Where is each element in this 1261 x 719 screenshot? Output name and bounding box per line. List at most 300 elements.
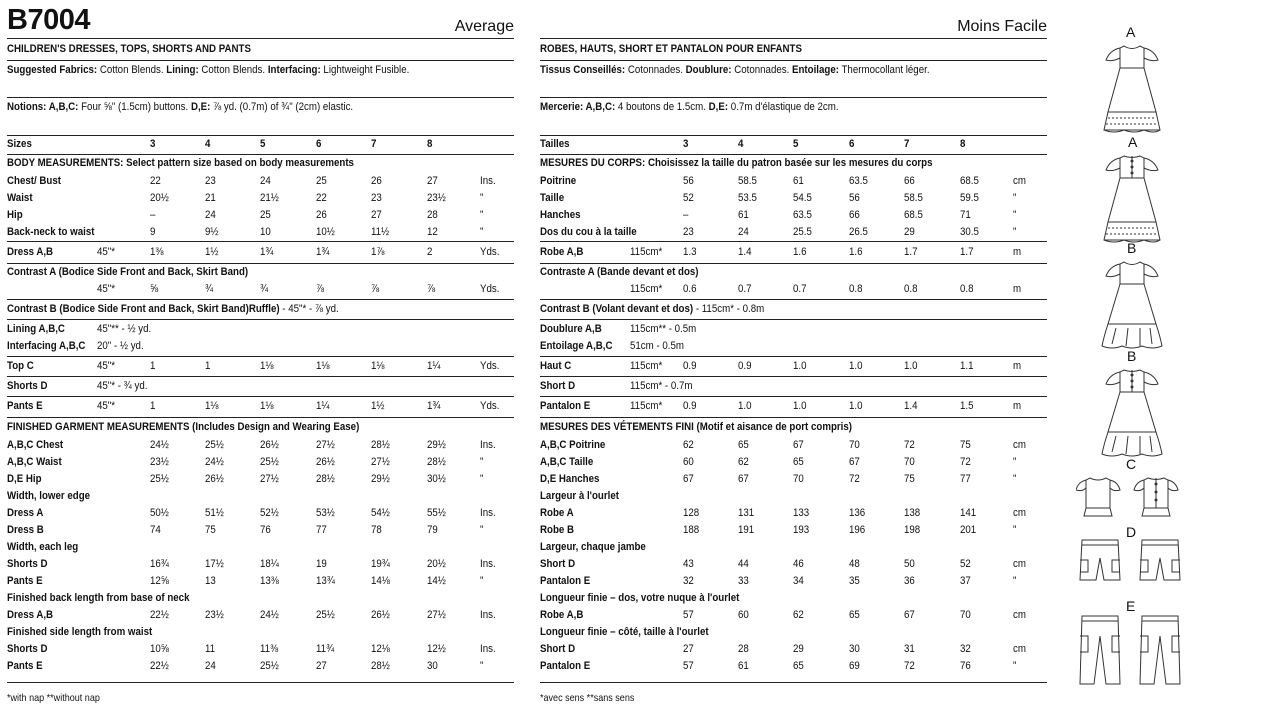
row-value: 11¾ xyxy=(316,643,335,655)
row-value: 23 xyxy=(371,192,382,204)
row-value: 1⅛ xyxy=(260,400,274,412)
row-value: 1½ xyxy=(371,400,385,412)
section-title: ROBES, HAUTS, SHORT ET PANTALON POUR ENFANTS xyxy=(540,43,802,55)
row-value: 53.5 xyxy=(738,192,757,204)
row-value: 12½ xyxy=(427,643,446,655)
dress-b-front-icon xyxy=(1100,258,1164,354)
row-label: Short D xyxy=(540,643,576,655)
row-unit: cm xyxy=(1013,439,1026,451)
row-value: 63.5 xyxy=(849,175,868,187)
lining-label: Lining A,B,C xyxy=(7,323,65,335)
english-column xyxy=(7,0,514,704)
lining-value: 115cm** - 0.5m xyxy=(630,323,697,335)
difficulty-level: Average xyxy=(454,18,514,35)
row-value: 0.7 xyxy=(793,283,807,295)
row-value: 75 xyxy=(904,473,915,485)
row-value: 23½ xyxy=(150,456,169,468)
row-label: Dress A xyxy=(7,507,44,519)
row-value: 196 xyxy=(849,524,866,536)
sizes-label: Tailles xyxy=(540,138,570,150)
contrast-b-title: Contrast B (Bodice Side Front and Back, Skirt Band)Ruffle) - 45"* - ⅞ yd. xyxy=(7,303,339,315)
notions-line xyxy=(7,101,353,114)
row-value: 18¼ xyxy=(260,558,279,570)
row-unit: " xyxy=(480,192,484,204)
interfacing: Thermocollant léger. xyxy=(838,64,930,76)
row-value: 50½ xyxy=(150,507,169,519)
row-value: 70 xyxy=(904,456,915,468)
row-unit: Yds. xyxy=(480,246,500,258)
row-value: 76 xyxy=(260,524,271,536)
row-value: 12 xyxy=(427,226,438,238)
rule-line xyxy=(7,356,514,357)
row-value: 1½ xyxy=(205,246,219,258)
row-value: 67 xyxy=(683,473,694,485)
size-header: 6 xyxy=(849,138,855,150)
fabric-width: 115cm* xyxy=(630,246,663,258)
row-unit: m xyxy=(1013,283,1022,295)
row-value: 193 xyxy=(793,524,810,536)
row-value: 1.6 xyxy=(793,246,807,258)
row-value: 22½ xyxy=(150,609,169,621)
rule-line xyxy=(7,60,514,61)
rule-line xyxy=(540,154,1047,155)
notions2: 0.7m d'élastique de 2cm. xyxy=(728,101,839,113)
row-label: Poitrine xyxy=(540,175,577,187)
row-value: 0.6 xyxy=(683,283,697,295)
size-header: 7 xyxy=(904,138,910,150)
row-unit: cm xyxy=(1013,558,1026,570)
row-value: 29½ xyxy=(371,473,390,485)
row-value: 26½ xyxy=(371,609,390,621)
row-value: 131 xyxy=(738,507,755,519)
row-unit: " xyxy=(1013,226,1017,238)
row-label: A,B,C Poitrine xyxy=(540,439,606,451)
row-label: Pants E xyxy=(7,575,43,587)
view-label-b-back: B xyxy=(1127,348,1137,364)
row-value: 30.5 xyxy=(960,226,979,238)
row-unit: Yds. xyxy=(480,360,500,372)
row-value: 57 xyxy=(683,609,694,621)
lining-label: Doublure A,B xyxy=(540,323,602,335)
rule-line xyxy=(7,154,514,155)
row-value: 27½ xyxy=(316,439,335,451)
row-unit: cm xyxy=(1013,507,1026,519)
row-value: 62 xyxy=(683,439,694,451)
row-label: Dos du cou à la taille xyxy=(540,226,637,238)
row-unit: " xyxy=(480,456,484,468)
interfacing-label: Interfacing A,B,C xyxy=(7,340,86,352)
row-unit: cm xyxy=(1013,609,1026,621)
row-label: Dress A,B xyxy=(7,246,54,258)
row-unit: " xyxy=(1013,192,1017,204)
row-value: 1⅜ xyxy=(150,246,164,258)
row-value: 65 xyxy=(793,456,804,468)
fabrics-line xyxy=(540,64,930,77)
row-value: ⅞ xyxy=(316,283,325,295)
row-value: 21 xyxy=(205,192,216,204)
row-label: Width, lower edge xyxy=(7,490,91,502)
row-value: 1¾ xyxy=(260,246,274,258)
contrast-b-yardage: - 115cm* - 0.8m xyxy=(693,303,765,315)
row-value: 75 xyxy=(205,524,216,536)
interfacing: Lightweight Fusible. xyxy=(320,64,410,76)
row-value: 67 xyxy=(904,609,915,621)
size-header: 3 xyxy=(150,138,156,150)
row-value: 53½ xyxy=(316,507,335,519)
row-unit: Ins. xyxy=(480,609,496,621)
row-value: 79 xyxy=(427,524,438,536)
row-value: 10 xyxy=(260,226,271,238)
row-value: 72 xyxy=(849,473,860,485)
row-value: 2 xyxy=(427,246,433,258)
row-unit: " xyxy=(1013,456,1017,468)
rule-line xyxy=(7,396,514,397)
row-value: 62 xyxy=(738,456,749,468)
row-value: ¾ xyxy=(205,283,214,295)
rule-line xyxy=(540,356,1047,357)
contrast-a-title: Contraste A (Bande devant et dos) xyxy=(540,266,699,278)
row-value: 22 xyxy=(316,192,327,204)
row-value: 61 xyxy=(738,660,749,672)
row-value: 26.5 xyxy=(849,226,868,238)
row-label: Taille xyxy=(540,192,565,204)
row-value: 11½ xyxy=(371,226,390,238)
notions2-label: D,E: xyxy=(708,101,729,113)
row-value: 1 xyxy=(150,360,156,372)
row-value: 65 xyxy=(849,609,860,621)
row-value: 51½ xyxy=(205,507,224,519)
french-column xyxy=(540,0,1047,704)
row-value: 59.5 xyxy=(960,192,979,204)
row-value: 1⅞ xyxy=(371,246,385,258)
row-label: D,E Hip xyxy=(7,473,42,485)
row-value: 24 xyxy=(260,175,271,187)
row-value: 19¾ xyxy=(371,558,390,570)
fabric-width: 45"* xyxy=(97,400,116,412)
row-value: 1.7 xyxy=(904,246,918,258)
row-value: 27 xyxy=(683,643,694,655)
row-value: 28½ xyxy=(371,660,390,672)
row-value: 30 xyxy=(427,660,438,672)
row-label: Top C xyxy=(7,360,34,372)
rule-line xyxy=(540,417,1047,418)
row-value: 33 xyxy=(738,575,749,587)
notions: Four ⅝" (1.5cm) buttons. xyxy=(78,101,191,113)
rule-line xyxy=(7,376,514,377)
row-value: 25½ xyxy=(316,609,335,621)
row-label: Largeur, chaque jambe xyxy=(540,541,646,553)
rule-line xyxy=(7,319,514,320)
shorts-label: Shorts D xyxy=(7,380,48,392)
row-value: 1.7 xyxy=(960,246,974,258)
view-label-a: A xyxy=(1126,24,1136,40)
row-label: Back-neck to waist xyxy=(7,226,95,238)
row-label: Pantalon E xyxy=(540,575,591,587)
row-value: 24 xyxy=(205,209,216,221)
row-value: 27 xyxy=(427,175,438,187)
row-value: 11 xyxy=(205,643,216,655)
row-value: 30 xyxy=(849,643,860,655)
row-value: 54.5 xyxy=(793,192,812,204)
row-value: 52 xyxy=(960,558,971,570)
view-label-e: E xyxy=(1126,598,1136,614)
row-value: 56 xyxy=(683,175,694,187)
row-value: 46 xyxy=(793,558,804,570)
row-value: 61 xyxy=(793,175,804,187)
size-header: 4 xyxy=(205,138,211,150)
row-value: 71 xyxy=(960,209,971,221)
footnote: *with nap **without nap xyxy=(7,692,100,704)
row-value: 201 xyxy=(960,524,977,536)
row-label: Finished side length from waist xyxy=(7,626,153,638)
row-unit: Ins. xyxy=(480,439,496,451)
rule-line xyxy=(540,319,1047,320)
row-value: 54½ xyxy=(371,507,390,519)
rule-line xyxy=(540,241,1047,242)
row-value: 25½ xyxy=(150,473,169,485)
row-value: 65 xyxy=(738,439,749,451)
footnote: *avec sens **sans sens xyxy=(540,692,635,704)
row-value: 24½ xyxy=(150,439,169,451)
interfacing-label: Interfacing: xyxy=(267,64,321,76)
garment-illustrations xyxy=(1072,14,1252,694)
row-value: 67 xyxy=(793,439,804,451)
row-value: 24½ xyxy=(205,456,224,468)
row-value: 27½ xyxy=(371,456,390,468)
rule-line xyxy=(540,376,1047,377)
lining-value: 45"** - ½ yd. xyxy=(97,323,152,335)
row-value: 22 xyxy=(150,175,161,187)
row-value: 66 xyxy=(849,209,860,221)
row-value: 13⅜ xyxy=(260,575,279,587)
row-value: 16¾ xyxy=(150,558,169,570)
row-label: Chest/ Bust xyxy=(7,175,61,187)
rule-line xyxy=(540,263,1047,264)
dress-a-back-icon xyxy=(1100,152,1164,248)
rule-line xyxy=(7,241,514,242)
row-value: 57 xyxy=(683,660,694,672)
size-header: 5 xyxy=(260,138,266,150)
row-label: A,B,C Waist xyxy=(7,456,62,468)
row-label: Pants E xyxy=(7,660,43,672)
row-value: 1.0 xyxy=(904,360,918,372)
row-unit: " xyxy=(1013,660,1017,672)
row-value: 23½ xyxy=(205,609,224,621)
row-label: Dress B xyxy=(7,524,44,536)
row-value: 0.8 xyxy=(960,283,974,295)
row-label: Waist xyxy=(7,192,33,204)
row-value: 1¾ xyxy=(316,246,330,258)
row-value: 68.5 xyxy=(960,175,979,187)
row-unit: " xyxy=(480,575,484,587)
row-label: Short D xyxy=(540,558,576,570)
row-value: 26 xyxy=(371,175,382,187)
row-value: 78 xyxy=(371,524,382,536)
shorts-label: Short D xyxy=(540,380,576,392)
row-value: 24 xyxy=(205,660,216,672)
lining-label: Doublure: xyxy=(685,64,732,76)
row-value: 74 xyxy=(150,524,161,536)
row-label: Hip xyxy=(7,209,23,221)
row-value: ⅝ xyxy=(150,283,159,295)
dress-a-front-icon xyxy=(1100,42,1164,138)
row-value: 1 xyxy=(150,400,156,412)
row-value: 13¾ xyxy=(316,575,335,587)
interfacing-value: 51cm - 0.5m xyxy=(630,340,684,352)
row-value: 27 xyxy=(316,660,327,672)
size-header: 5 xyxy=(793,138,799,150)
row-value: 133 xyxy=(793,507,810,519)
row-label: Dress A,B xyxy=(7,609,54,621)
row-value: 48 xyxy=(849,558,860,570)
header xyxy=(540,0,1047,39)
contrast-a-title: Contrast A (Bodice Side Front and Back, Skirt Band) xyxy=(7,266,249,278)
rule-line xyxy=(7,135,514,136)
notions: 4 boutons de 1.5cm. xyxy=(615,101,709,113)
row-value: 70 xyxy=(849,439,860,451)
rule-line xyxy=(540,396,1047,397)
size-header: 6 xyxy=(316,138,322,150)
row-value: 60 xyxy=(738,609,749,621)
row-value: 191 xyxy=(738,524,755,536)
row-value: – xyxy=(683,209,689,221)
row-value: 1⅛ xyxy=(205,400,219,412)
row-value: 198 xyxy=(904,524,921,536)
row-value: 26½ xyxy=(260,439,279,451)
row-value: 66 xyxy=(904,175,915,187)
row-value: 141 xyxy=(960,507,977,519)
notions2-label: D,E: xyxy=(190,101,211,113)
row-unit: Ins. xyxy=(480,175,496,187)
shorts-d-icon xyxy=(1076,536,1188,584)
rule-line xyxy=(7,97,514,98)
row-unit: " xyxy=(480,660,484,672)
row-unit: Yds. xyxy=(480,283,500,295)
row-value: 1.0 xyxy=(849,360,863,372)
lining-label: Lining: xyxy=(166,64,199,76)
row-unit: " xyxy=(1013,209,1017,221)
row-label: Robe A,B xyxy=(540,246,584,258)
shorts-value: 45"* - ¾ yd. xyxy=(97,380,148,392)
size-header: 3 xyxy=(683,138,689,150)
row-value: ¾ xyxy=(260,283,269,295)
row-value: 21½ xyxy=(260,192,279,204)
row-value: 188 xyxy=(683,524,700,536)
dress-b-back-icon xyxy=(1100,366,1164,462)
size-header: 8 xyxy=(427,138,433,150)
row-value: 55½ xyxy=(427,507,446,519)
interfacing-label: Entoilage: xyxy=(792,64,839,76)
row-value: 50 xyxy=(904,558,915,570)
view-label-d: D xyxy=(1126,524,1137,540)
row-value: 28½ xyxy=(427,456,446,468)
row-value: – xyxy=(150,209,156,221)
finished-measurements-title: FINISHED GARMENT MEASUREMENTS (Includes Design and Wearing Ease) xyxy=(7,421,360,433)
row-value: 13 xyxy=(205,575,216,587)
row-value: 0.9 xyxy=(683,400,697,412)
contrast-b-yardage: - 45"* - ⅞ yd. xyxy=(279,303,339,315)
row-value: 28 xyxy=(738,643,749,655)
difficulty-level: Moins Facile xyxy=(957,18,1047,35)
pattern-code: B7004 xyxy=(7,4,90,36)
row-value: 72 xyxy=(904,660,915,672)
row-value: 61 xyxy=(738,209,749,221)
rule-line xyxy=(7,682,514,683)
body-measurements-title: MESURES DU CORPS: Choisissez la taille du patron basée sur les mesures du corps xyxy=(540,157,933,169)
row-unit: " xyxy=(480,524,484,536)
row-value: 67 xyxy=(849,456,860,468)
contrast-b-title: Contrast B (Volant devant et dos) - 115cm* - 0.8m xyxy=(540,303,765,315)
row-value: 25.5 xyxy=(793,226,812,238)
row-unit: m xyxy=(1013,360,1022,372)
row-label: Shorts D xyxy=(7,643,48,655)
row-value: 77 xyxy=(316,524,327,536)
fabric-width: 115cm* xyxy=(630,360,663,372)
row-value: 10⅝ xyxy=(150,643,169,655)
fabric-width: 115cm* xyxy=(630,400,663,412)
row-value: 56 xyxy=(849,192,860,204)
row-label: D,E Hanches xyxy=(540,473,600,485)
fabric-width: 115cm* xyxy=(630,283,663,295)
row-value: 27½ xyxy=(260,473,279,485)
rule-line xyxy=(540,299,1047,300)
size-header: 4 xyxy=(738,138,744,150)
row-value: 19 xyxy=(316,558,327,570)
row-value: 20½ xyxy=(150,192,169,204)
row-unit: cm xyxy=(1013,643,1026,655)
row-label: Robe A,B xyxy=(540,609,584,621)
row-unit: " xyxy=(1013,575,1017,587)
rule-line xyxy=(7,263,514,264)
row-value: 70 xyxy=(960,609,971,621)
size-header: 7 xyxy=(371,138,377,150)
row-value: 1.5 xyxy=(960,400,974,412)
row-value: 29 xyxy=(904,226,915,238)
row-value: 27½ xyxy=(427,609,446,621)
row-value: 1.0 xyxy=(793,360,807,372)
row-value: ⅞ xyxy=(371,283,380,295)
row-value: 25 xyxy=(260,209,271,221)
view-label-c: C xyxy=(1126,456,1137,472)
row-value: 0.7 xyxy=(738,283,752,295)
row-value: 10½ xyxy=(316,226,335,238)
row-value: 28½ xyxy=(371,439,390,451)
notions2: ⅞ yd. (0.7m) of ¾" (2cm) elastic. xyxy=(210,101,354,113)
row-value: 12⅝ xyxy=(150,575,169,587)
row-value: 1.1 xyxy=(960,360,974,372)
row-value: 136 xyxy=(849,507,866,519)
row-value: 63.5 xyxy=(793,209,812,221)
row-label: Robe B xyxy=(540,524,575,536)
rule-line xyxy=(540,682,1047,683)
interfacing-value: 20" - ½ yd. xyxy=(97,340,144,352)
lining: Cotonnades. xyxy=(731,64,793,76)
row-label: Shorts D xyxy=(7,558,48,570)
row-value: 1.3 xyxy=(683,246,697,258)
section-title: CHILDREN'S DRESSES, TOPS, SHORTS AND PANTS xyxy=(7,43,251,55)
row-value: 1⅛ xyxy=(260,360,274,372)
row-value: 1¼ xyxy=(427,360,441,372)
row-value: 77 xyxy=(960,473,971,485)
row-value: 1.0 xyxy=(738,400,752,412)
row-value: 37 xyxy=(960,575,971,587)
row-value: 36 xyxy=(904,575,915,587)
fabric-width: 45"* xyxy=(97,283,116,295)
row-label: Pantalon E xyxy=(540,660,591,672)
row-unit: cm xyxy=(1013,175,1026,187)
row-label: A,B,C Chest xyxy=(7,439,64,451)
row-value: 32 xyxy=(960,643,971,655)
